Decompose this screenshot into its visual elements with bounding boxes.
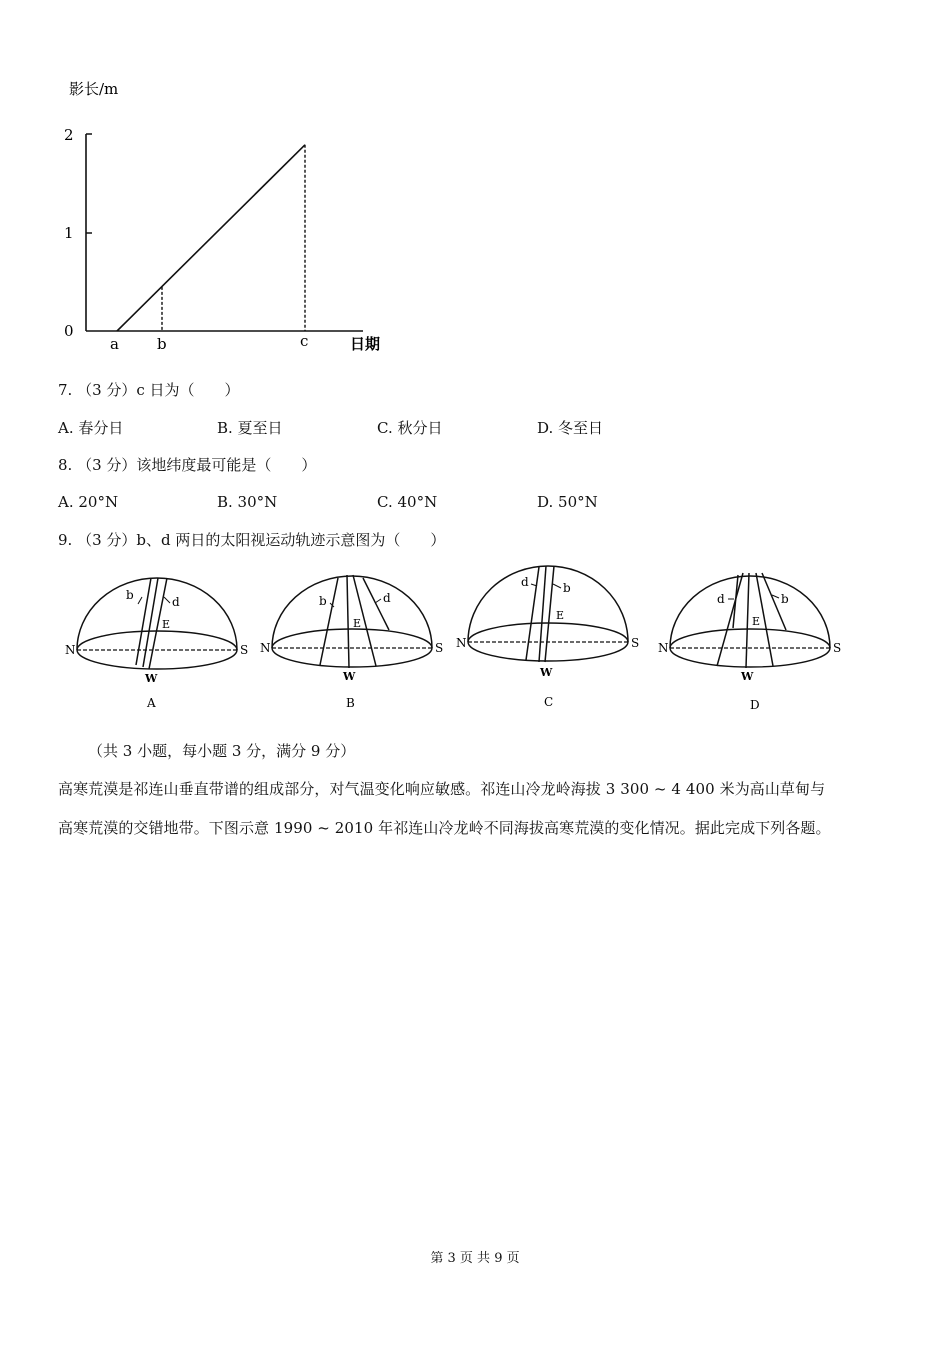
label-e: E	[556, 609, 565, 622]
label-w: W	[145, 672, 158, 685]
diagram-caption-a: A	[147, 696, 156, 710]
label-n: N	[456, 636, 467, 650]
question-8-option-d: D. 50°N	[537, 493, 598, 511]
label-d: d	[521, 575, 529, 589]
page-number-footer: 第 3 页 共 9 页	[430, 1251, 520, 1266]
label-b: b	[563, 581, 571, 595]
x-tick-label-c: c	[300, 332, 309, 350]
question-7-stem: 7. （3 分）c 日为（ ）	[58, 381, 240, 399]
label-e: E	[752, 615, 761, 628]
label-n: N	[260, 641, 271, 655]
question-9-stem: 9. （3 分）b、d 两日的太阳视运动轨迹示意图为（ ）	[58, 531, 446, 549]
x-axis-label: 日期	[350, 335, 381, 353]
sun-path-diagram-b	[257, 570, 447, 720]
label-s: S	[631, 636, 640, 650]
label-e: E	[162, 618, 171, 631]
y-tick-label-2: 2	[64, 126, 74, 144]
sun-path-diagram-a	[62, 570, 252, 720]
question-8-option-a: A. 20°N	[58, 493, 119, 511]
section-header: （共 3 小题，每小题 3 分，满分 9 分）	[88, 742, 356, 760]
x-tick-label-b: b	[157, 335, 167, 353]
label-n: N	[658, 641, 669, 655]
passage-line-2: 高寒荒漠的交错地带。下图示意 1990 ~ 2010 年祁连山冷龙岭不同海拔高寒荒漠的变化情况。据此完成下列各题。	[58, 819, 831, 837]
label-s: S	[833, 641, 842, 655]
diagram-caption-d: D	[750, 698, 760, 712]
label-b: b	[781, 592, 789, 606]
x-tick-label-a: a	[110, 335, 119, 353]
shadow-length-chart	[55, 75, 400, 360]
y-tick-label-0: 0	[64, 322, 74, 340]
passage-line-1: 高寒荒漠是祁连山垂直带谱的组成部分，对气温变化响应敏感。祁连山冷龙岭海拔 3 300 ~ 4 400 米为高山草甸与	[58, 780, 826, 798]
label-w: W	[343, 670, 356, 683]
y-tick-label-1: 1	[64, 224, 74, 242]
label-s: S	[240, 643, 249, 657]
label-b: b	[126, 588, 134, 602]
label-s: S	[435, 641, 444, 655]
label-n: N	[65, 643, 76, 657]
sun-path-diagram-d	[655, 570, 845, 720]
question-7-option-b: B. 夏至日	[217, 419, 283, 437]
sun-path-diagram-c	[453, 562, 643, 717]
diagram-caption-c: C	[544, 695, 554, 709]
label-e: E	[353, 617, 362, 630]
question-8-option-b: B. 30°N	[217, 493, 278, 511]
question-7-option-c: C. 秋分日	[377, 419, 443, 437]
question-7-option-a: A. 春分日	[58, 419, 124, 437]
label-d: d	[172, 595, 180, 609]
label-d: d	[383, 591, 391, 605]
label-b: b	[319, 594, 327, 608]
label-w: W	[741, 670, 754, 683]
label-w: W	[540, 666, 553, 679]
question-7-option-d: D. 冬至日	[537, 419, 604, 437]
shadow-length-line	[117, 145, 305, 331]
diagram-caption-b: B	[346, 696, 355, 710]
question-8-option-c: C. 40°N	[377, 493, 438, 511]
label-d: d	[717, 592, 725, 606]
question-8-stem: 8. （3 分）该地纬度最可能是（ ）	[58, 456, 317, 474]
y-axis-label: 影长/m	[69, 80, 119, 98]
